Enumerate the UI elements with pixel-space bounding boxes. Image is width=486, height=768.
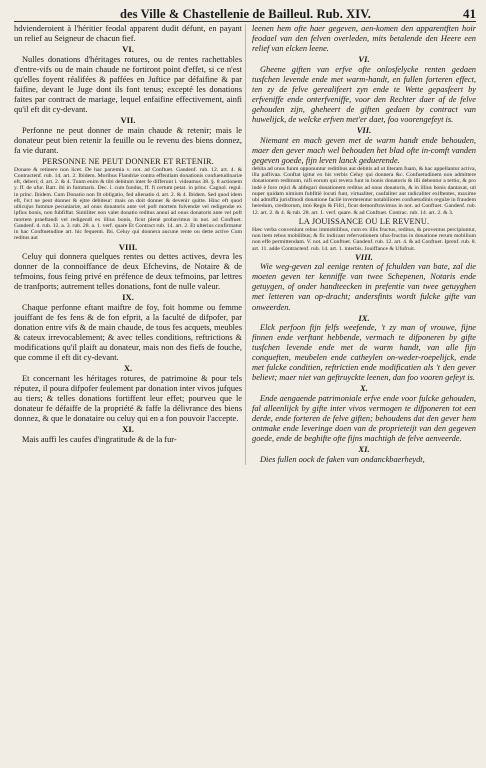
latin-commentary-continued: debita ad onus funm opponuntur reditibus aut debitis ad ut literam fuam, & hac appellantur activa, illa paflivaa. Conftat igitur ex his verbis Celuy qui donnera &c. Confuetudinem non admittere donationem reditnum, nifi eorum qui revera funt in bonis donatoris & illi debentur a tertio, & pro indè è foro rejici & abfegari donationem reditus ad onus donatoris, & in illius bonis dantaxat, uti nuper quidam nimium fubfitiè locuti funt, virtualiter, caufaliter aut radicaliter exiftentes, maxime ubi admiffa jurisfmodi donatione facilè inverterentur notabiliores confuetudinis regulæ in fraudem heredum, creditorum, imò Regis & Fifci, ficut demonftravimus in not. ad Conftuet. Gandenf. rub. 12. art. 2. & 4. & rub. 28. art. 1. verf. quare. & ad Conftuet. Contrac. rub. 14. art. 2. & 3. bbox=[252, 165, 476, 216]
flemish-article-11-number: XI. bbox=[358, 444, 370, 455]
french-article-9-number: IX. bbox=[122, 292, 134, 303]
french-article-11-number: XI. bbox=[122, 424, 134, 435]
latin-commentary-heading: LA JOUISSANCE OU LE REVENU. bbox=[298, 216, 430, 226]
flemish-article-10: Ende aengaende patrimoniale erfve ende voor fulcke gehouden, fal alleenlijck by gifte inter vivos vermogen te difponeren tot een derde, ende forteren de felve giften; behoudens dat den gever hem ontmake ende leveringe doen van de proprieteijt van den gegeven goede, ende de beghifte ofte fijns machtigh de felve aenveerde. bbox=[252, 394, 476, 444]
french-article-7-number: VII. bbox=[120, 114, 136, 125]
flemish-article-6-number: VI. bbox=[358, 54, 370, 65]
french-article-10: Et concernant les héritages rotures, de patrimoine & pour tels réputez, il poura difpofer feulement par donation inter vivos jufques au tiers; & telles donations fortiffent leur effet; pourveu que le donateur fe défaiffe de la propriété & faffe la délivrance des biens donnez, & que le donataire ou celuy qui en a fon pouvoir l'accepte. bbox=[14, 373, 242, 424]
flemish-article-9-number: IX. bbox=[358, 312, 370, 323]
french-article-6: Nulles donations d'héritages rotures, ou de rentes rachettables d'entre-vifs ou de main chaude ne fortiront point d'effet, si ce n'est qu'elles foyent réalifées & paffées en Juftice par défaifine & par faifine, devant le Juge dont ils font tenus; excepté les donations faites par contract de mariage, lequel enfaifine effectivement, ainfi qu'il eft dit cy-devant. bbox=[14, 54, 242, 114]
french-commentary: Donare & retinere non licet. De hac paræmia v. not. ad Conftuet. Gandenf. rub. 12. art. 4. & Contractenf. rub. 14. art. 2. Ibidem. Moribus Flandriæ contra effentiam donationis confuetudinariæ eft, deberi; d. art. 2. & 4. Tunm enim & tibi debitum inter fe differunt l. videamus 38. §. 8 actionem y. ff. de ufur. Bart. ibi in fummaris. Dec. l. cum fundus, ff. fi certum petat. in princ. Cagnol. regul. in princ. Ibidem. Cum Donatio non fit obligatio, fed alienatio d. art. 2. & 4. Ibidem. Sed quod idem eft, l'e:t ne peut donner & ejtre debiteur: mais on doit donner & devenir quitte. Hinc eft quod ullicujus fummæ pecuniariæ, ad onus donatoris ante vel poft mortem folvendæ vel redigendæ ex ipfius bonis, non fubfiftat. Similiter non valet donatio reditus annui ad onus donatoris ante vel poft mortem praeftandi vel redigendi ex illius bonis, ficut plenè probavimus in not. ad Conftuet. Gandenf. d. rub. 12. a. 3. rub. 28. a. 1. verf. quare Et Contract rub. 14. art. 2. Et ulterius confirmatur in hac Conftuetudine art. hic fequenti. Ibi. Celuy qui donnera aucune rente ou dette active Cum reditus aut bbox=[14, 166, 242, 242]
flemish-article-7-number: VII. bbox=[356, 125, 372, 136]
flemish-article-8-number: VIII. bbox=[355, 251, 373, 262]
french-article-11: Mais auffi les caufes d'ingratitude & de la fur- bbox=[22, 434, 177, 444]
flemish-column bbox=[252, 24, 476, 465]
french-article-9: Chaque perfonne eftant maiftre de foy, foit homme ou femme jouiffant de fes fens & de fon efprit, a la faculté de difpofer, par donation entre vifs & de main chaude, de tous fes acquets, meubles & cateux irrevocablement; & avec telles conditions, reftrictions & modifications qu'il plaift au donateur, mais non des fiefs de fouche, que comme il eft dit cy-devant. bbox=[14, 303, 242, 363]
french-article-8: Celuy qui donnera quelques rentes ou dettes actives, devra les donner de la connoiffance de deux Efchevins, de Notaire & de tefmoins, fous feing privé en préfence de deux tefmoins, par lettres de tranfports; autrement telles donations, font de nulle valeur. bbox=[14, 252, 242, 292]
french-commentary-heading: PERSONNE NE PEUT DONNER ET RETENIR. bbox=[42, 156, 214, 166]
running-header bbox=[14, 6, 476, 20]
french-column bbox=[14, 24, 246, 465]
flemish-article-6: Gheene giften van erfve ofte onlosfelycke renten gedaen tusfchen levende ende met warm-handt, en fullen forteren effect, ten zy de felve gerealifeert zyn ende te Wette gepasfeert by erfveniffe ende onterfveniffe, voor den Rechter daer af de felve gehouden zijn, gheheert de giften gedaen by contract van huwelijck, de welcke erfven met'er daet, foo voorengefeyt is. bbox=[252, 64, 476, 124]
flemish-article-7: Niemant en mach geven met de warm handt ende behouden, maer den gever mach wel behouden het blad ofte in-comft vanden gegeven goede, fijn leven lanck geduerende. bbox=[252, 135, 476, 165]
flemish-article-8: Wie weg-geven zal eenige renten of fchulden van bate, zal die moeten geven ter kenniffe van twee Schepenen, Notaris ende getuygen, of onder handteecken in prefentie van twee getuyghen met letteren van op-dracht; andersfints wordt fulcke gifte van onweerden. bbox=[252, 262, 476, 312]
two-column-body bbox=[14, 24, 476, 465]
french-intro: hdvienderoient à l'héritier feodal apparent dudit défunt, en payant un relief au Seigneur de chacun fief. bbox=[14, 24, 242, 44]
header-title: des Ville & Chastellenie de Bailleul. Rub. XIV. bbox=[119, 7, 372, 21]
french-article-10-number: X. bbox=[123, 363, 133, 374]
latin-commentary: Hæc verba conveniunt rebus immobilibus, cum ex illis fructus, reditus, & proventus percipiuntur, non item rebus mobilibus; & fic indicant refervationem ufus-fructus in donatione rerum mobilium non effe permittendam. V. not. ad Conftuet. Gandenf. rub. 12. art. 4. & ad Conftuet. Iprenf. rub. 8. art. 11. adde Contractenf. rub. 14. art. 1. interbis. Jouiffance & Ufufruit. bbox=[252, 226, 476, 252]
flemish-article-11: Dies fullen oock de faken van ondanckbaerheydt, bbox=[260, 454, 425, 464]
flemish-intro: leenen hem ofte haer gegeven, aen-komen den apparentften hoir feodael van den felven overleden, mits betalende den Heere een relief van elcken leene. bbox=[252, 24, 476, 54]
flemish-article-10-number: X. bbox=[360, 383, 368, 394]
french-article-8-number: VIII. bbox=[118, 241, 138, 252]
french-article-6-number: VI. bbox=[122, 44, 134, 55]
french-article-7: Perfonne ne peut donner de main chaude & retenir; mais le donateur peut bien retenir la feuille ou le revenu des biens donnez, fa vie durant. bbox=[14, 125, 242, 155]
page-number: 41 bbox=[463, 6, 476, 21]
flemish-article-9: Elck perfoon fijn felfs weefende, 't zy man of vrouwe, fijne finnen ende verftant hebbende, vermach te difponeren by gifte tusfchen levende ende met de warm handt, van alle fijn conqueften, meubelen ende catheylen on-weder-roepelijck, ende met fulcke conditien, reftrictien ende modificatien als 't den gever believt; maer niet van geftruyckte leenen, dan foo vooren gefeyt is. bbox=[252, 323, 476, 383]
